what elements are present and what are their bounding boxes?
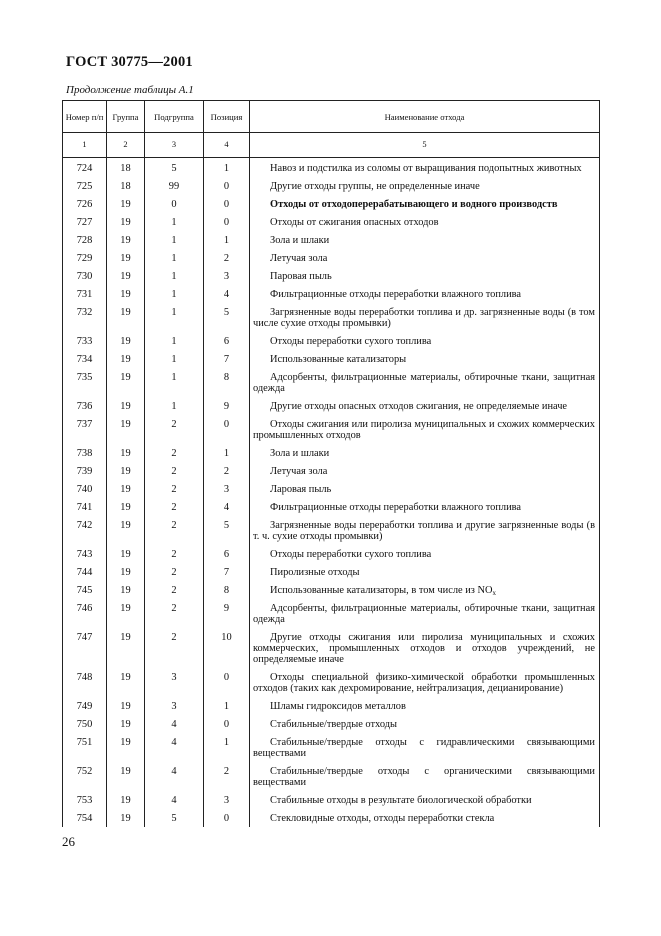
row-waste-name [250,418,600,447]
table-row [63,501,600,519]
waste-name-text: Адсорбенты, фильтрационные материалы, обтирочные ткани, защитная одежда [253,372,595,394]
row-group: 19 [107,718,145,736]
row-subgroup: 4 [145,718,204,736]
table-row [63,602,600,631]
header-number: Номер п/п [63,101,107,133]
row-subgroup: 5 [145,812,204,827]
row-number: 733 [63,335,107,353]
row-position: 4 [204,288,250,306]
row-group: 19 [107,447,145,465]
row-number: 739 [63,465,107,483]
table-row [63,371,600,400]
row-subgroup: 3 [145,700,204,718]
waste-name-text: Использованные катализаторы, в том числе из NO [270,585,493,596]
waste-name-text: Другие отходы сжигания или пиролиза муниципальных и схожих коммерческих, промышленных отходов и отходов учреждений, не определяемые иначе [253,632,595,665]
row-number: 725 [63,180,107,198]
column-number: 2 [107,133,145,158]
row-position: 6 [204,335,250,353]
waste-name-text: Отходы специальной физико-химической обработки промышленных отходов (таких как дехромирование, нейтрализация, децианирование) [253,672,595,694]
column-number: 5 [250,133,600,158]
row-number: 752 [63,765,107,794]
waste-name-text: Стабильные/твердые отходы с органическими связывающими веществами [253,766,595,788]
row-number: 743 [63,548,107,566]
column-number: 4 [204,133,250,158]
row-subgroup: 1 [145,353,204,371]
page-number: 26 [62,834,75,849]
waste-name-text: Летучая зола [270,253,328,264]
row-subgroup: 2 [145,548,204,566]
row-number: 747 [63,631,107,671]
row-position: 4 [204,501,250,519]
table-row [63,519,600,548]
table-row [63,566,600,584]
table-row [63,812,600,827]
row-group: 19 [107,216,145,234]
table-row [63,447,600,465]
row-number: 744 [63,566,107,584]
row-waste-name [250,519,600,548]
row-waste-name [250,216,600,234]
row-position: 6 [204,548,250,566]
waste-name-text: Другие отходы группы, не определенные иначе [270,181,480,192]
row-subgroup: 1 [145,288,204,306]
header-waste-name: Наименование отхода [250,101,600,133]
row-number: 732 [63,306,107,335]
table-row [63,180,600,198]
row-waste-name [250,234,600,252]
row-position: 3 [204,794,250,812]
waste-name-text: Отходы от сжигания опасных отходов [270,217,439,228]
row-position: 0 [204,718,250,736]
table-row [63,671,600,700]
waste-name-text: Пиролизные отходы [270,567,360,578]
row-waste-name [250,288,600,306]
waste-classification-table [62,100,600,827]
table-header-row [63,101,600,133]
header-subgroup: Подгруппа [145,101,204,133]
row-subgroup: 1 [145,371,204,400]
row-group: 19 [107,631,145,671]
row-position: 3 [204,270,250,288]
row-group: 19 [107,483,145,501]
row-waste-name [250,602,600,631]
row-waste-name [250,400,600,418]
row-waste-name [250,252,600,270]
row-position: 5 [204,519,250,548]
table-row [63,252,600,270]
row-subgroup: 1 [145,216,204,234]
row-number: 742 [63,519,107,548]
row-number: 729 [63,252,107,270]
row-group: 19 [107,519,145,548]
row-waste-name [250,501,600,519]
row-subgroup: 1 [145,335,204,353]
waste-name-subscript: x [492,589,496,597]
row-waste-name [250,736,600,765]
table-body [63,158,600,828]
waste-name-text: Другие отходы опасных отходов сжигания, не определяемые иначе [270,401,568,412]
header-position: Позиция [204,101,250,133]
table-row [63,718,600,736]
table-row [63,736,600,765]
row-waste-name [250,371,600,400]
row-group: 19 [107,501,145,519]
row-number: 753 [63,794,107,812]
row-number: 751 [63,736,107,765]
row-subgroup: 2 [145,418,204,447]
document-standard-number: ГОСТ 30775—2001 [66,54,193,70]
table-row [63,700,600,718]
row-group: 18 [107,158,145,181]
row-group: 19 [107,198,145,216]
row-group: 18 [107,180,145,198]
table-row [63,353,600,371]
row-position: 1 [204,447,250,465]
waste-name-text: Шламы гидроксидов металлов [270,701,406,712]
row-number: 745 [63,584,107,602]
row-group: 19 [107,671,145,700]
row-subgroup: 0 [145,198,204,216]
row-number: 740 [63,483,107,501]
table-row [63,465,600,483]
row-position: 2 [204,765,250,794]
row-waste-name [250,158,600,181]
row-waste-name [250,794,600,812]
table-row [63,584,600,602]
row-group: 19 [107,252,145,270]
row-position: 1 [204,158,250,181]
row-number: 728 [63,234,107,252]
row-group: 19 [107,306,145,335]
row-number: 746 [63,602,107,631]
row-number: 754 [63,812,107,827]
row-group: 19 [107,566,145,584]
row-position: 1 [204,234,250,252]
row-subgroup: 2 [145,501,204,519]
header-group: Группа [107,101,145,133]
waste-name-text: Навоз и подстилка из соломы от выращивания подопытных животных [270,163,582,174]
row-waste-name [250,812,600,827]
row-position: 0 [204,180,250,198]
row-group: 19 [107,765,145,794]
row-subgroup: 3 [145,671,204,700]
row-position: 2 [204,465,250,483]
table-row [63,335,600,353]
waste-name-text: Загрязненные воды переработки топлива и другие загрязненные воды (в т. ч. сухие отходы промывки) [253,520,595,542]
row-subgroup: 1 [145,400,204,418]
row-subgroup: 4 [145,736,204,765]
row-position: 0 [204,812,250,827]
row-position: 9 [204,602,250,631]
table-row [63,794,600,812]
table-row [63,306,600,335]
row-waste-name [250,584,600,602]
row-waste-name [250,306,600,335]
row-subgroup: 2 [145,566,204,584]
table-row [63,234,600,252]
column-number: 3 [145,133,204,158]
waste-name-text: Отходы переработки сухого топлива [270,336,432,347]
row-group: 19 [107,700,145,718]
row-position: 7 [204,566,250,584]
waste-name-text: Отходы от отходоперерабатывающего и водного производств [270,199,558,210]
row-group: 19 [107,335,145,353]
row-position: 2 [204,252,250,270]
waste-name-text: Стабильные/твердые отходы [270,719,397,730]
row-subgroup: 2 [145,584,204,602]
row-waste-name [250,198,600,216]
row-position: 10 [204,631,250,671]
row-waste-name [250,718,600,736]
row-position: 1 [204,736,250,765]
table-row [63,765,600,794]
row-group: 19 [107,371,145,400]
row-number: 737 [63,418,107,447]
waste-name-text: Адсорбенты, фильтрационные материалы, обтирочные ткани, защитная одежда [253,603,595,625]
table-row [63,548,600,566]
row-number: 726 [63,198,107,216]
row-group: 19 [107,465,145,483]
waste-name-text: Зола и шлаки [270,448,330,459]
row-group: 19 [107,288,145,306]
row-number: 734 [63,353,107,371]
row-position: 8 [204,371,250,400]
waste-name-text: Загрязненные воды переработки топлива и др. загрязненные воды (в том числе сухие отходы промывки) [253,307,595,329]
row-waste-name [250,765,600,794]
row-number: 738 [63,447,107,465]
waste-name-text: Ларовая пыль [270,484,332,495]
waste-name-text: Использованные катализаторы [270,354,407,365]
row-group: 19 [107,812,145,827]
table-row [63,631,600,671]
column-number-row [63,133,600,158]
row-group: 19 [107,602,145,631]
table-row [63,216,600,234]
row-position: 0 [204,198,250,216]
row-number: 731 [63,288,107,306]
row-subgroup: 2 [145,602,204,631]
row-subgroup: 4 [145,794,204,812]
row-waste-name [250,447,600,465]
row-subgroup: 1 [145,270,204,288]
row-number: 730 [63,270,107,288]
row-position: 0 [204,216,250,234]
table-caption: Продолжение таблицы А.1 [66,84,194,96]
row-waste-name [250,335,600,353]
row-position: 0 [204,671,250,700]
row-subgroup: 1 [145,234,204,252]
waste-name-text: Стабильные/твердые отходы с гидравлическими связывающими веществами [253,737,595,759]
table-row [63,288,600,306]
row-waste-name [250,353,600,371]
waste-name-text: Отходы переработки сухого топлива [270,549,432,560]
waste-name-text: Зола и шлаки [270,235,330,246]
row-subgroup: 2 [145,465,204,483]
row-group: 19 [107,400,145,418]
waste-name-text: Стабильные отходы в результате биологической обработки [270,795,532,806]
row-subgroup: 1 [145,252,204,270]
row-subgroup: 1 [145,306,204,335]
table-row [63,270,600,288]
row-subgroup: 4 [145,765,204,794]
row-waste-name [250,270,600,288]
table-row [63,418,600,447]
row-position: 7 [204,353,250,371]
row-number: 724 [63,158,107,181]
row-subgroup: 2 [145,483,204,501]
row-number: 727 [63,216,107,234]
row-group: 19 [107,548,145,566]
row-subgroup: 2 [145,447,204,465]
row-position: 8 [204,584,250,602]
row-number: 750 [63,718,107,736]
row-number: 748 [63,671,107,700]
row-subgroup: 2 [145,519,204,548]
row-subgroup: 5 [145,158,204,181]
row-waste-name [250,180,600,198]
row-group: 19 [107,270,145,288]
row-number: 736 [63,400,107,418]
row-group: 19 [107,794,145,812]
row-group: 19 [107,353,145,371]
row-position: 9 [204,400,250,418]
row-waste-name [250,566,600,584]
table-row [63,198,600,216]
row-waste-name [250,671,600,700]
table-row [63,483,600,501]
row-position: 0 [204,418,250,447]
row-number: 741 [63,501,107,519]
row-position: 1 [204,700,250,718]
table-row [63,158,600,181]
row-group: 19 [107,418,145,447]
waste-name-text: Отходы сжигания или пиролиза муниципальных и схожих коммерческих промышленных отходов [253,419,595,441]
waste-name-text: Стекловидные отходы, отходы переработки стекла [270,813,495,824]
row-position: 5 [204,306,250,335]
waste-name-text: Фильтрационные отходы переработки влажного топлива [270,289,522,300]
row-group: 19 [107,234,145,252]
waste-name-text: Паровая пыль [270,271,332,282]
row-group: 19 [107,736,145,765]
row-waste-name [250,483,600,501]
row-waste-name [250,700,600,718]
row-number: 735 [63,371,107,400]
waste-name-text: Фильтрационные отходы переработки влажного топлива [270,502,522,513]
row-number: 749 [63,700,107,718]
row-group: 19 [107,584,145,602]
row-subgroup: 2 [145,631,204,671]
row-position: 3 [204,483,250,501]
row-waste-name [250,548,600,566]
waste-name-text: Летучая зола [270,466,328,477]
row-waste-name [250,631,600,671]
row-waste-name [250,465,600,483]
column-number: 1 [63,133,107,158]
table-row [63,400,600,418]
row-subgroup: 99 [145,180,204,198]
